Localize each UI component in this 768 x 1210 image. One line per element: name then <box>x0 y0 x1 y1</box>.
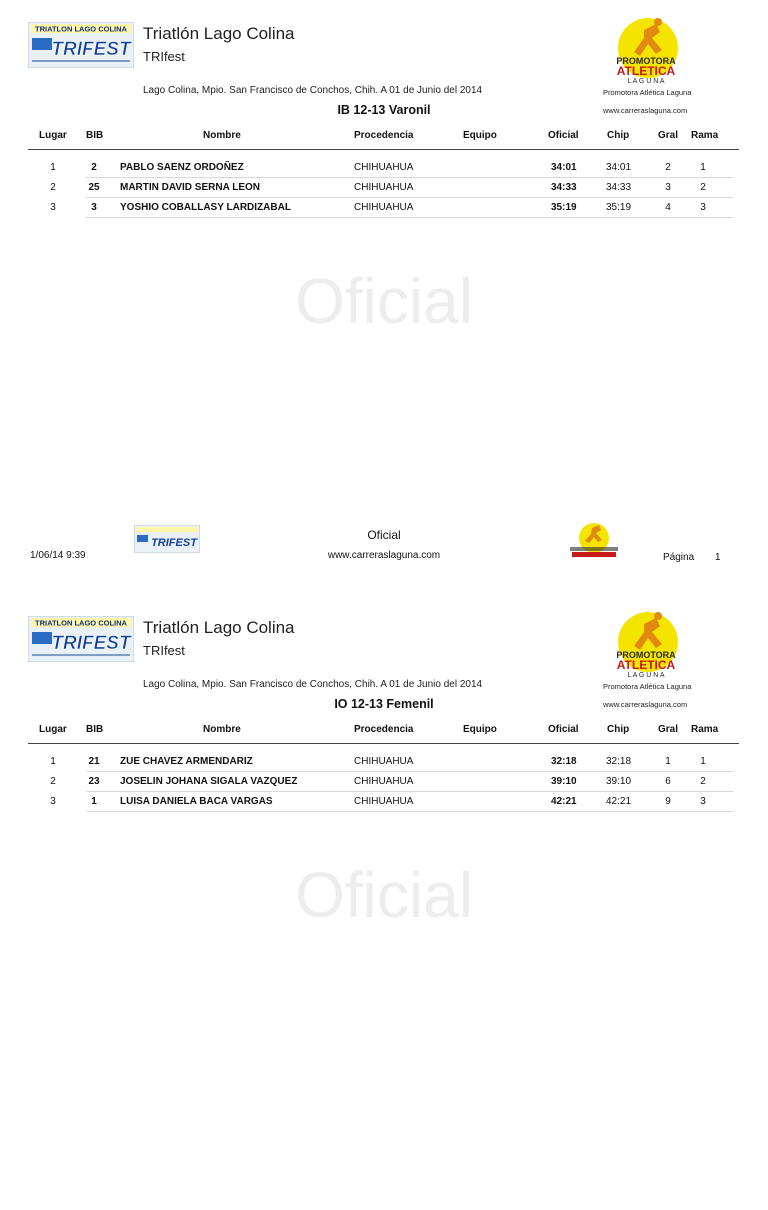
category-title: IB 12-13 Varonil <box>337 103 431 117</box>
col-procedencia: Procedencia <box>354 130 414 141</box>
cell-oficial: 34:33 <box>551 182 577 193</box>
cell-bib: 3 <box>91 202 97 213</box>
cell-bib: 23 <box>88 776 100 787</box>
cell-procedencia: CHIHUAHUA <box>354 182 414 193</box>
cell-rama: 2 <box>700 776 706 787</box>
col-equipo: Equipo <box>463 130 497 141</box>
cell-lugar: 1 <box>50 162 56 173</box>
trifest-logo <box>28 22 134 68</box>
cell-gral: 6 <box>665 776 671 787</box>
event-location: Lago Colina, Mpio. San Francisco de Conchos, Chih. A 01 de Junio del 2014 <box>143 679 483 690</box>
footer-date: 1/06/14 9:39 <box>30 550 86 561</box>
cell-bib: 21 <box>88 756 100 767</box>
table-row <box>0 752 768 772</box>
col-bib: BIB <box>86 130 104 141</box>
col-gral: Gral <box>658 130 679 141</box>
oficial-watermark: Oficial <box>295 859 473 931</box>
cell-oficial: 32:18 <box>551 756 577 767</box>
col-rama: Rama <box>691 130 719 141</box>
cell-lugar: 2 <box>50 776 56 787</box>
logo-line3: L A G U N A <box>627 78 665 85</box>
table-row <box>0 158 768 178</box>
cell-procedencia: CHIHUAHUA <box>354 776 414 787</box>
footer-website: www.carreraslaguna.com <box>327 550 441 561</box>
results-page-2 <box>0 616 768 1210</box>
col-chip: Chip <box>607 130 630 141</box>
footer-title: Oficial <box>367 528 401 542</box>
col-nombre: Nombre <box>203 724 241 735</box>
col-nombre: Nombre <box>203 130 241 141</box>
logo-top-text: TRIATLON LAGO COLINA <box>35 24 127 34</box>
col-rama: Rama <box>691 724 719 735</box>
trifest-logo <box>28 616 134 662</box>
cell-gral: 4 <box>665 202 671 213</box>
cell-rama: 2 <box>700 182 706 193</box>
organizer-name: Promotora Atlética Laguna <box>603 88 692 97</box>
cell-chip: 32:18 <box>606 756 632 767</box>
cell-chip: 39:10 <box>606 776 632 787</box>
cell-nombre: PABLO SAENZ ORDOÑEZ <box>120 162 244 173</box>
cell-nombre: JOSELIN JOHANA SIGALA VAZQUEZ <box>120 776 298 787</box>
cell-rama: 3 <box>700 202 706 213</box>
cell-chip: 34:33 <box>606 182 632 193</box>
results-page-1 <box>0 22 768 616</box>
cell-bib: 25 <box>88 182 100 193</box>
cell-nombre: LUISA DANIELA BACA VARGAS <box>120 796 273 807</box>
cell-chip: 34:01 <box>606 162 632 173</box>
col-lugar: Lugar <box>39 130 67 141</box>
logo-top-text: TRIATLON LAGO COLINA <box>35 618 127 628</box>
col-bib: BIB <box>86 724 104 735</box>
cell-rama: 1 <box>700 756 706 767</box>
promotora-atletica-logo <box>604 610 688 680</box>
cell-gral: 3 <box>665 182 671 193</box>
cell-bib: 2 <box>91 162 97 173</box>
cell-lugar: 1 <box>50 756 56 767</box>
event-title: Triatlón Lago Colina <box>143 618 295 637</box>
table-row <box>0 178 768 198</box>
event-subtitle: TRIfest <box>143 643 185 658</box>
table-row <box>0 772 768 792</box>
cell-nombre: YOSHIO COBALLASY LARDIZABAL <box>120 202 291 213</box>
footer-logo-text: TRIFEST <box>151 537 197 549</box>
row-divider <box>86 811 733 812</box>
col-lugar: Lugar <box>39 724 67 735</box>
logo-brand-text: TRIFEST <box>51 633 131 654</box>
cell-oficial: 35:19 <box>551 202 577 213</box>
logo-line1: PROMOTORA <box>616 56 676 66</box>
cell-chip: 42:21 <box>606 796 632 807</box>
cell-bib: 1 <box>91 796 97 807</box>
footer-promotora-logo <box>566 522 622 560</box>
cell-procedencia: CHIHUAHUA <box>354 162 414 173</box>
col-chip: Chip <box>607 724 630 735</box>
cell-oficial: 39:10 <box>551 776 577 787</box>
logo-line2: ATLETICA <box>616 64 676 78</box>
col-oficial: Oficial <box>548 724 579 735</box>
logo-brand-text: TRIFEST <box>51 39 131 60</box>
col-equipo: Equipo <box>463 724 497 735</box>
oficial-watermark: Oficial <box>295 265 473 337</box>
logo-line1: PROMOTORA <box>616 650 676 660</box>
header-divider <box>28 149 739 150</box>
table-row <box>0 198 768 218</box>
event-title: Triatlón Lago Colina <box>143 24 295 43</box>
category-title: IO 12-13 Femenil <box>334 697 434 711</box>
row-divider <box>86 217 733 218</box>
cell-oficial: 42:21 <box>551 796 577 807</box>
organizer-name: Promotora Atlética Laguna <box>603 682 692 691</box>
logo-line3: L A G U N A <box>627 672 665 679</box>
footer-page-label: Página <box>663 552 695 563</box>
cell-procedencia: CHIHUAHUA <box>354 756 414 767</box>
event-location: Lago Colina, Mpio. San Francisco de Conchos, Chih. A 01 de Junio del 2014 <box>143 85 483 96</box>
cell-nombre: MARTIN DAVID SERNA LEON <box>120 182 260 193</box>
cell-gral: 1 <box>665 756 671 767</box>
col-gral: Gral <box>658 724 679 735</box>
event-subtitle: TRIfest <box>143 49 185 64</box>
organizer-website: www.carreraslaguna.com <box>603 700 688 709</box>
col-procedencia: Procedencia <box>354 724 414 735</box>
footer-page-number: 1 <box>715 552 721 563</box>
header-divider <box>28 743 739 744</box>
cell-oficial: 34:01 <box>551 162 577 173</box>
promotora-atletica-logo <box>604 16 688 86</box>
cell-chip: 35:19 <box>606 202 632 213</box>
cell-procedencia: CHIHUAHUA <box>354 202 414 213</box>
logo-line2: ATLETICA <box>616 658 676 672</box>
table-row <box>0 792 768 812</box>
cell-procedencia: CHIHUAHUA <box>354 796 414 807</box>
cell-lugar: 3 <box>50 202 56 213</box>
cell-nombre: ZUE CHAVEZ ARMENDARIZ <box>120 756 253 767</box>
cell-lugar: 2 <box>50 182 56 193</box>
cell-gral: 9 <box>665 796 671 807</box>
cell-rama: 3 <box>700 796 706 807</box>
cell-rama: 1 <box>700 162 706 173</box>
cell-gral: 2 <box>665 162 671 173</box>
cell-lugar: 3 <box>50 796 56 807</box>
organizer-website: www.carreraslaguna.com <box>603 106 688 115</box>
col-oficial: Oficial <box>548 130 579 141</box>
